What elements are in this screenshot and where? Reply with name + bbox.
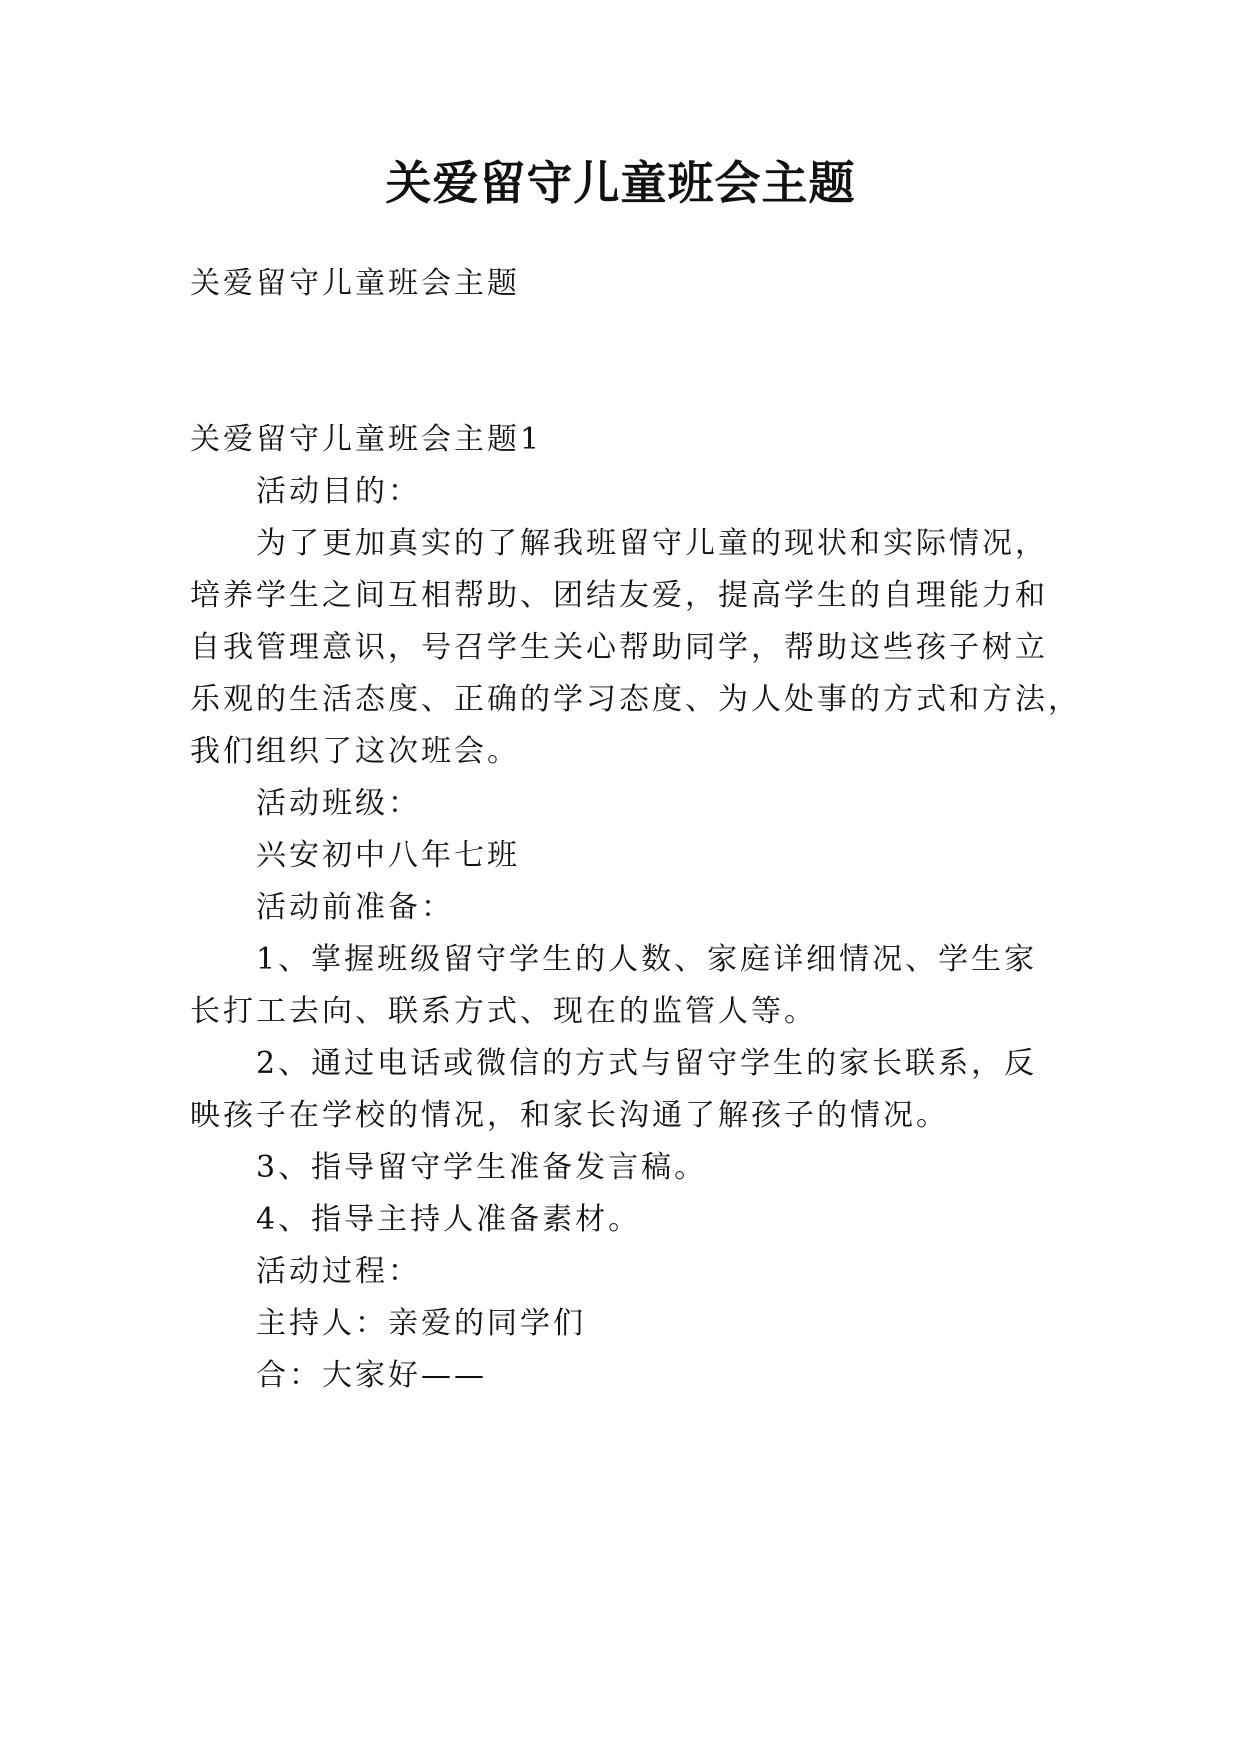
purpose-line: 培养学生之间互相帮助、团结友爱，提高学生的自理能力和 — [190, 578, 1048, 613]
prep-item-3: 3、指导留守学生准备发言稿。 — [256, 1150, 708, 1185]
section-heading: 关爱留守儿童班会主题1 — [190, 422, 543, 457]
prep-item-2-line: 2、通过电话或微信的方式与留守学生的家长联系，反 — [256, 1046, 1038, 1081]
document-title: 关爱留守儿童班会主题 — [385, 156, 856, 210]
all-line: 合：大家好—— — [256, 1358, 487, 1393]
prep-item-1-line: 长打工去向、联系方式、现在的监管人等。 — [190, 994, 817, 1029]
prep-item-1-line: 1、掌握班级留守学生的人数、家庭详细情况、学生家 — [256, 942, 1038, 977]
class-value: 兴安初中八年七班 — [256, 838, 520, 873]
process-label: 活动过程： — [256, 1254, 421, 1289]
purpose-line: 为了更加真实的了解我班留守儿童的现状和实际情况， — [256, 526, 1048, 561]
prep-item-4: 4、指导主持人准备素材。 — [256, 1202, 642, 1237]
host-line: 主持人：亲爱的同学们 — [256, 1306, 586, 1341]
purpose-line: 我们组织了这次班会。 — [190, 734, 520, 769]
document-subtitle: 关爱留守儿童班会主题 — [190, 266, 520, 301]
purpose-line: 乐观的生活态度、正确的学习态度、为人处事的方式和方法， — [190, 682, 1081, 717]
purpose-line: 自我管理意识，号召学生关心帮助同学，帮助这些孩子树立 — [190, 630, 1048, 665]
purpose-label: 活动目的： — [256, 474, 421, 509]
prep-item-2-line: 映孩子在学校的情况，和家长沟通了解孩子的情况。 — [190, 1098, 949, 1133]
class-label: 活动班级： — [256, 786, 421, 821]
prep-label: 活动前准备： — [256, 890, 454, 925]
